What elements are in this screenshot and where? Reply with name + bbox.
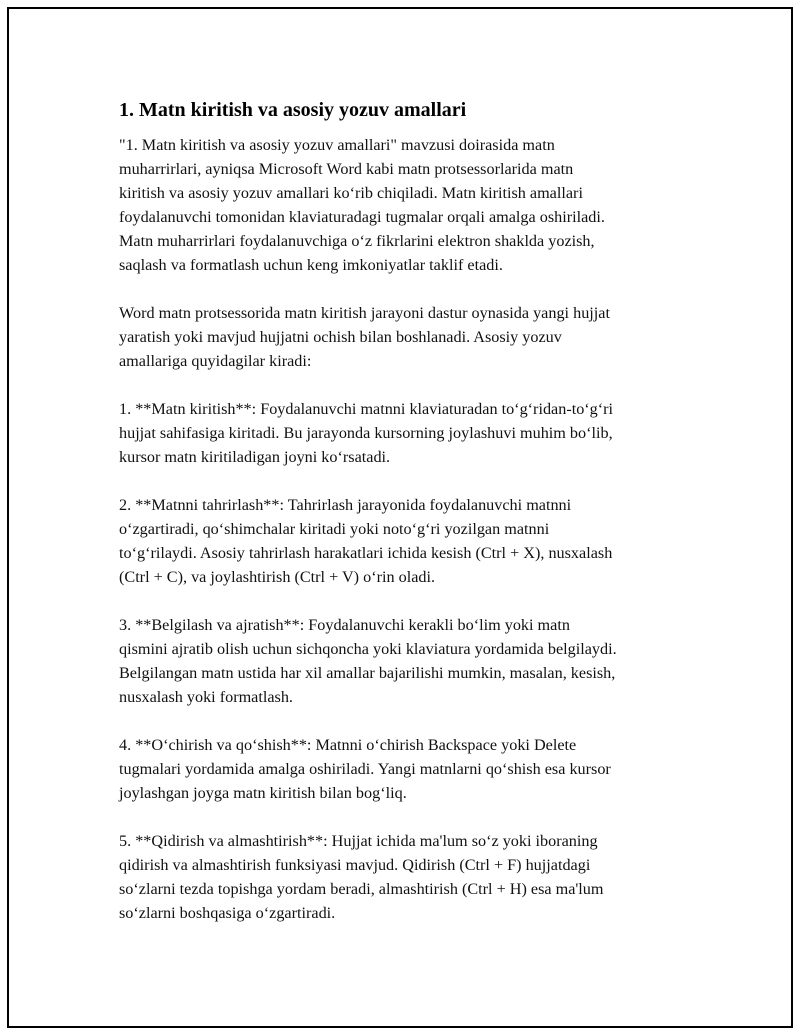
text-line: kursor matn kiritiladigan joyni koʻrsatadi. bbox=[119, 448, 391, 466]
text-line: 1. **Matn kiritish**: Foydalanuvchi matnni klaviaturadan toʻgʻridan-toʻgʻri bbox=[119, 400, 614, 418]
paragraph bbox=[119, 301, 694, 373]
page-title: 1. Matn kiritish va asosiy yozuv amallari bbox=[119, 99, 467, 121]
paragraph bbox=[119, 613, 694, 709]
text-line: muharrirlari, ayniqsa Microsoft Word kabi matn protsessorlarida matn bbox=[119, 160, 574, 178]
text-line: yaratish yoki mavjud hujjatni ochish bilan boshlanadi. Asosiy yozuv bbox=[119, 328, 562, 346]
text-line: 3. **Belgilash va ajratish**: Foydalanuvchi kerakli boʻlim yoki matn bbox=[119, 616, 570, 634]
paragraph bbox=[119, 733, 694, 805]
text-line: Matn muharrirlari foydalanuvchiga oʻz fikrlarini elektron shaklda yozish, bbox=[119, 232, 595, 250]
text-line: foydalanuvchi tomonidan klaviaturadagi tugmalar orqali amalga oshiriladi. bbox=[119, 208, 605, 226]
text-line: oʻzgartiradi, qoʻshimchalar kiritadi yoki notoʻgʻri yozilgan matnni bbox=[119, 520, 550, 538]
document-content bbox=[119, 97, 694, 949]
text-line: nusxalash yoki formatlash. bbox=[119, 688, 293, 706]
text-line: qismini ajratib olish uchun sichqoncha yoki klaviatura yordamida belgilaydi. bbox=[119, 640, 617, 658]
text-line: Word matn protsessorida matn kiritish jarayoni dastur oynasida yangi hujjat bbox=[119, 304, 610, 322]
text-line: toʻgʻrilaydi. Asosiy tahrirlash harakatlari ichida kesish (Ctrl + X), nusxalash bbox=[119, 544, 613, 562]
text-line: 5. **Qidirish va almashtirish**: Hujjat ichida ma'lum soʻz yoki iboraning bbox=[119, 832, 598, 850]
text-line: (Ctrl + C), va joylashtirish (Ctrl + V) oʻrin oladi. bbox=[119, 568, 436, 586]
text-line: soʻzlarni tezda topishga yordam beradi, almashtirish (Ctrl + H) esa ma'lum bbox=[119, 880, 604, 898]
document-body bbox=[119, 133, 694, 925]
text-line: joylashgan joyga matn kiritish bilan bogʻliq. bbox=[119, 784, 407, 802]
text-line: Belgilangan matn ustida har xil amallar bajarilishi mumkin, masalan, kesish, bbox=[119, 664, 616, 682]
text-line: amallariga quyidagilar kiradi: bbox=[119, 352, 312, 370]
text-line: soʻzlarni boshqasiga oʻzgartiradi. bbox=[119, 904, 336, 922]
text-line: 2. **Matnni tahrirlash**: Tahrirlash jarayonida foydalanuvchi matnni bbox=[119, 496, 572, 514]
paragraph bbox=[119, 493, 694, 589]
text-line: saqlash va formatlash uchun keng imkoniyatlar taklif etadi. bbox=[119, 256, 503, 274]
paragraph bbox=[119, 133, 694, 277]
text-line: qidirish va almashtirish funksiyasi mavjud. Qidirish (Ctrl + F) hujjatdagi bbox=[119, 856, 591, 874]
text-line: "1. Matn kiritish va asosiy yozuv amallari" mavzusi doirasida matn bbox=[119, 136, 555, 154]
text-line: hujjat sahifasiga kiritadi. Bu jarayonda kursorning joylashuvi muhim boʻlib, bbox=[119, 424, 613, 442]
text-line: tugmalari yordamida amalga oshiriladi. Yangi matnlarni qoʻshish esa kursor bbox=[119, 760, 611, 778]
document-page bbox=[7, 7, 793, 1028]
text-line: kiritish va asosiy yozuv amallari koʻrib chiqiladi. Matn kiritish amallari bbox=[119, 184, 583, 202]
paragraph bbox=[119, 829, 694, 925]
paragraph bbox=[119, 397, 694, 469]
text-line: 4. **Oʻchirish va qoʻshish**: Matnni oʻchirish Backspace yoki Delete bbox=[119, 736, 577, 754]
